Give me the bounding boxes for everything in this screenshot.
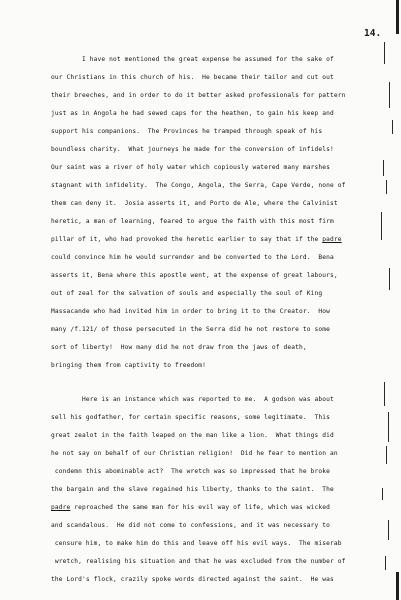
paragraph-line: many /f.121/ of those persecuted in the Serra did he not restore to some <box>51 326 331 333</box>
paragraph-line: condemn this abominable act? The wretch was so impressed that he broke <box>51 468 331 475</box>
scan-edge-bar <box>396 0 399 34</box>
padre-word: padre <box>51 504 71 511</box>
paragraph-line: them can deny it. Josia asserts it, and Porto de Ale, where the Calvinist <box>51 200 338 207</box>
paragraph-line: just as in Angola he had sewed caps for the heathen, to gain his keep and <box>51 110 334 117</box>
paragraph-line: could convince him he would surrender and be converted to the Lord. Bena <box>51 254 334 261</box>
paragraph-line: their breeches, and in order to do it better asked professionals for pattern <box>51 92 346 99</box>
margin-mark <box>392 120 393 134</box>
paragraph-line: censure him, to make him do this and leave off his evil ways. The miserab <box>51 540 342 547</box>
margin-mark <box>389 82 390 108</box>
page-number: 14. <box>364 28 382 39</box>
paragraph-line: the Lord's flock, crazily spoke words directed against the saint. He was <box>51 576 334 583</box>
margin-mark <box>386 180 387 194</box>
paragraph-line: I have not mentioned the great expense he assumed for the sake of <box>51 56 334 63</box>
scan-edge-bar <box>396 572 399 600</box>
paragraph-line: stagnant with infidelity. The Congo, Angola, the Serra, Cape Verde, none of <box>51 182 346 189</box>
paragraph-line: our Christians in this church of his. He became their tailor and cut out <box>51 74 334 81</box>
margin-mark <box>382 488 383 500</box>
paragraph-line: great zealot in the faith leaped on the man like a lion. What things did <box>51 432 334 439</box>
margin-mark <box>388 520 389 540</box>
paragraph-line: out of zeal for the salvation of souls and especially the soul of King <box>51 290 323 297</box>
paragraph-line: sort of liberty! How many did he not draw from the jaws of death, <box>51 344 307 351</box>
paragraph-line: support his companions. The Provinces he tramped through speak of his <box>51 128 323 135</box>
margin-mark <box>381 212 382 240</box>
paragraph-line-with-padre <box>51 504 330 511</box>
paragraph-line-with-padre <box>51 236 342 243</box>
margin-mark <box>386 446 387 464</box>
margin-mark <box>389 268 390 290</box>
line-text: pillar of it, who had provoked the heretic earlier to say that if the <box>51 236 323 243</box>
margin-mark <box>385 556 386 570</box>
paragraph-line: bringing them from captivity to freedom! <box>51 362 207 369</box>
margin-mark <box>384 382 385 406</box>
paragraph-line: he not say on behalf of our Christian religion! Did he fear to mention an <box>51 450 338 457</box>
margin-mark <box>388 412 389 442</box>
paragraph-line: and scandalous. He did not come to confessions, and it was necessary to <box>51 522 331 529</box>
paragraph-line: sell his godfather, for certain specific reasons, some legitimate. This <box>51 414 331 421</box>
paragraph-line: boundless charity. What journeys he made for the conversion of infidels! <box>51 146 334 153</box>
margin-mark <box>384 42 385 64</box>
line-text: reproached the same man for his evil way of life, which was wicked <box>70 504 331 511</box>
paragraph-line: Our saint was a river of holy water which copiously watered many marshes <box>51 164 331 171</box>
paragraph-line: Massacande who had invited him in order to bring it to the Creator. How <box>51 308 331 315</box>
paragraph-line: asserts it, Bena where this apostle went, at the expense of great labours, <box>51 272 338 279</box>
paragraph-line: the bargain and the slave regained his liberty, thanks to the saint. The <box>51 486 334 493</box>
paragraph-line: heretic, a man of learning, feared to argue the faith with this most firm <box>51 218 334 225</box>
margin-mark <box>383 160 384 176</box>
padre-word: padre <box>322 236 342 243</box>
paragraph-line: wretch, realising his situation and that he was excluded from the number of <box>51 558 346 565</box>
paragraph-line: Here is an instance which was reported to me. A godson was about <box>51 396 334 403</box>
